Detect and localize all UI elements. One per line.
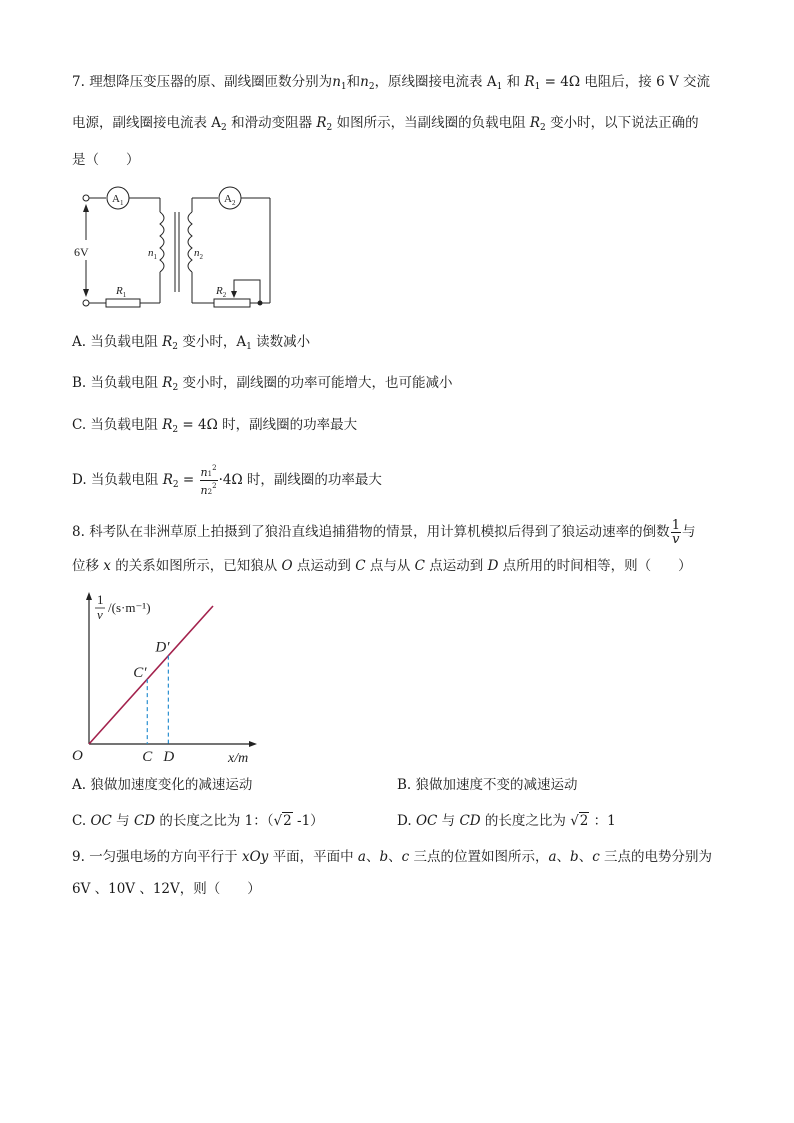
- q7-a2-sub: 2: [221, 123, 227, 133]
- q9-sep: 、: [556, 849, 571, 865]
- q9-a: a: [548, 849, 557, 865]
- y-label-den: v: [97, 607, 103, 622]
- q7-option-a-text: 变小时，A: [178, 334, 247, 350]
- q9-sep: 、: [578, 849, 593, 865]
- coil-n2-label: $n_2$: [194, 247, 203, 261]
- q7-r2: R: [162, 472, 173, 488]
- q7-text: 电源，副线圈接电流表 A: [72, 115, 222, 131]
- primary-coil: [160, 212, 164, 272]
- q8-number: 8.: [72, 524, 85, 540]
- q7-option-a-text: 读数减小: [251, 334, 311, 350]
- voltage-label: 6V: [74, 245, 89, 259]
- coil-n1-label: $n_1$: [148, 247, 157, 261]
- q8-option-b[interactable]: [397, 775, 578, 795]
- q8-option-c-text: -1）: [292, 813, 324, 829]
- secondary-coil: [188, 212, 192, 272]
- q7-option-b-text: 变小时，副线圈的功率可能增大，也可能减小: [178, 375, 453, 391]
- y-label-num: 1: [97, 592, 104, 607]
- q7-r2: R: [162, 417, 173, 433]
- q9-c: c: [401, 849, 410, 865]
- q7-option-a-text: A. 当负载电阻: [72, 334, 163, 350]
- q7-option-d[interactable]: [72, 463, 382, 499]
- q8-text: 点所用的时间相等，则（ ）: [498, 558, 692, 574]
- fraction-den-sub: 2: [207, 488, 213, 496]
- q8-option-d-text: D.: [397, 813, 416, 829]
- q9-stem-line1: [72, 847, 712, 867]
- data-line: [89, 606, 213, 744]
- q8-text: 科考队在非洲草原上拍摄到了狼沿直线追捕猎物的情景，用计算机模拟后得到了狼运动速率的倒数: [89, 524, 670, 540]
- q9-stem-line2: [72, 879, 261, 899]
- q9-xoy: xOy: [241, 849, 269, 865]
- q7-stem-line1: [72, 72, 710, 97]
- q7-option-d-eq: =: [178, 472, 199, 488]
- q8-text: 与: [681, 524, 696, 540]
- y-label-unit: /(s·m⁻¹): [108, 600, 151, 615]
- q8-stem-line2: [72, 556, 692, 576]
- rheostat-r2-label: $R_2$: [216, 285, 227, 299]
- q8-option-d-text: 与: [437, 813, 460, 829]
- q7-text: 是（ ）: [72, 152, 140, 168]
- q7-option-d-text: ·4Ω 时，副线圈的功率最大: [218, 472, 382, 488]
- q7-option-b[interactable]: [72, 373, 453, 398]
- fraction-num: n: [200, 466, 208, 479]
- q7-text: 和滑动变阻器: [226, 115, 317, 131]
- q7-r1-sub: 1: [534, 82, 541, 92]
- q7-stem-line3: [72, 150, 140, 170]
- q9-sep: 、: [365, 849, 380, 865]
- q7-r1: R: [524, 74, 535, 90]
- point-label-C-prime: C′: [133, 665, 147, 682]
- q7-a1-sub: 1: [496, 82, 503, 92]
- q7-option-b-text: B. 当负载电阻: [72, 375, 163, 391]
- q8-cd: CD: [459, 813, 481, 829]
- q7-option-c[interactable]: [72, 415, 357, 440]
- resistor-r1: [106, 299, 140, 307]
- q9-text: 平面，平面中: [268, 849, 358, 865]
- x-tick-C: C: [142, 749, 153, 765]
- q7-option-c-text: = 4Ω 时，副线圈的功率最大: [178, 417, 358, 433]
- q8-oc: OC: [415, 813, 438, 829]
- terminal-bottom: [83, 300, 89, 306]
- q7-r2-sub: 2: [540, 123, 546, 133]
- q8-option-c-text: C.: [72, 813, 91, 829]
- fraction-den-sup: 2: [212, 482, 217, 490]
- sqrt-sign: √: [273, 813, 283, 829]
- q7-r2: R: [162, 334, 173, 350]
- q7-option-d-fraction: [200, 463, 218, 498]
- q7-option-a[interactable]: [72, 332, 310, 357]
- q7-number: 7.: [72, 74, 85, 90]
- q8-option-c-text: 的长度之比为 1：（: [155, 813, 274, 829]
- q8-option-d-text: 的长度之比为: [480, 813, 571, 829]
- fraction-den: n: [200, 484, 208, 497]
- sqrt-radicand: 2: [579, 813, 589, 829]
- q9-number: 9.: [72, 849, 85, 865]
- terminal-top: [83, 195, 89, 201]
- q8-text: 点与从: [365, 558, 415, 574]
- q7-n2: n: [360, 74, 369, 90]
- point-label-D-prime: D′: [155, 639, 170, 656]
- ammeter-a2-label: $A_2$: [224, 193, 236, 207]
- q7-stem-line2: [72, 113, 699, 138]
- sqrt-sign: √: [570, 813, 579, 829]
- q9-b: b: [379, 849, 389, 865]
- q7-text: = 4Ω 电阻后，接 6 V 交流: [540, 74, 711, 90]
- resistor-r1-label: $R_1$: [116, 285, 127, 299]
- q8-D: D: [487, 558, 499, 574]
- q7-text: 和: [502, 74, 525, 90]
- q8-C: C: [355, 558, 366, 574]
- q8-text: 点运动到: [424, 558, 488, 574]
- q7-option-d-text: D. 当负载电阻: [72, 472, 163, 488]
- q8-stem-line1: [72, 518, 695, 546]
- inverse-speed-displacement-chart: [70, 588, 270, 768]
- q7-a1-sub: 1: [246, 342, 252, 352]
- q9-sep: 、: [388, 849, 402, 865]
- q8-text: 位移: [72, 558, 104, 574]
- q8-option-d-text: ：1: [589, 813, 616, 829]
- q7-r2: R: [316, 115, 327, 131]
- q7-text: 理想降压变压器的原、副线圈匝数分别为: [89, 74, 333, 90]
- x-tick-D: D: [163, 749, 175, 765]
- x-axis-arrow: [249, 741, 257, 747]
- q7-r2: R: [162, 375, 173, 391]
- q7-n2-sub: 2: [368, 82, 375, 92]
- q9-text: 6V 、10V 、12V，则（ ）: [72, 881, 261, 897]
- q7-option-c-text: C. 当负载电阻: [72, 417, 163, 433]
- q9-text: 三点的电势分别为: [599, 849, 713, 865]
- rheostat-r2: [214, 299, 250, 307]
- q7-text: ，原线圈接电流表 A: [374, 74, 497, 90]
- fraction-den: v: [672, 532, 680, 547]
- q8-option-c-text: 与: [111, 813, 134, 829]
- q7-n1: n: [332, 74, 341, 90]
- fraction-num: 1: [671, 518, 680, 533]
- q9-text: 三点的位置如图所示，: [409, 849, 549, 865]
- q8-O: O: [281, 558, 293, 574]
- q9-text: 一匀强电场的方向平行于: [89, 849, 242, 865]
- q7-r2-sub: 2: [172, 383, 179, 393]
- q8-option-b-text: B. 狼做加速度不变的减速运动: [397, 777, 578, 793]
- q7-text: 如图所示，当副线圈的负载电阻: [332, 115, 530, 131]
- transformer-circuit-diagram: [70, 182, 280, 312]
- q9-a: a: [357, 849, 366, 865]
- fraction-num-sup: 2: [212, 464, 217, 472]
- q8-oc: OC: [90, 813, 112, 829]
- y-axis-arrow: [86, 592, 92, 600]
- ammeter-a1-label: $A_1$: [112, 193, 124, 207]
- q9-b: b: [570, 849, 579, 865]
- q8-text: 点运动到: [292, 558, 356, 574]
- q7-text: 变小时，以下说法正确的: [545, 115, 699, 131]
- sqrt-radicand: 2: [283, 813, 292, 829]
- q7-n1-sub: 1: [340, 82, 347, 92]
- q8-option-a-text: A. 狼做加速度变化的减速运动: [72, 777, 253, 793]
- q8-option-d[interactable]: [397, 811, 616, 831]
- origin-label: O: [72, 748, 83, 764]
- q8-option-c[interactable]: [72, 811, 324, 831]
- q7-r2-sub: 2: [172, 342, 179, 352]
- q8-cd: CD: [133, 813, 156, 829]
- q8-option-a[interactable]: [72, 775, 252, 795]
- q8-C: C: [414, 558, 425, 574]
- q8-text: 的关系如图所示，已知狼从: [110, 558, 282, 574]
- fraction-num-sub: 1: [207, 470, 213, 478]
- q7-r2-sub: 2: [326, 123, 333, 133]
- q7-r2-sub: 2: [172, 480, 179, 490]
- q7-r2: R: [529, 115, 541, 131]
- x-label: x/m: [228, 751, 249, 766]
- q8-inverse-v-fraction: [671, 519, 681, 546]
- q7-r2-sub: 2: [172, 425, 179, 435]
- q7-and: 和: [346, 74, 361, 90]
- q8-x: x: [103, 558, 111, 574]
- q9-c: c: [592, 849, 600, 865]
